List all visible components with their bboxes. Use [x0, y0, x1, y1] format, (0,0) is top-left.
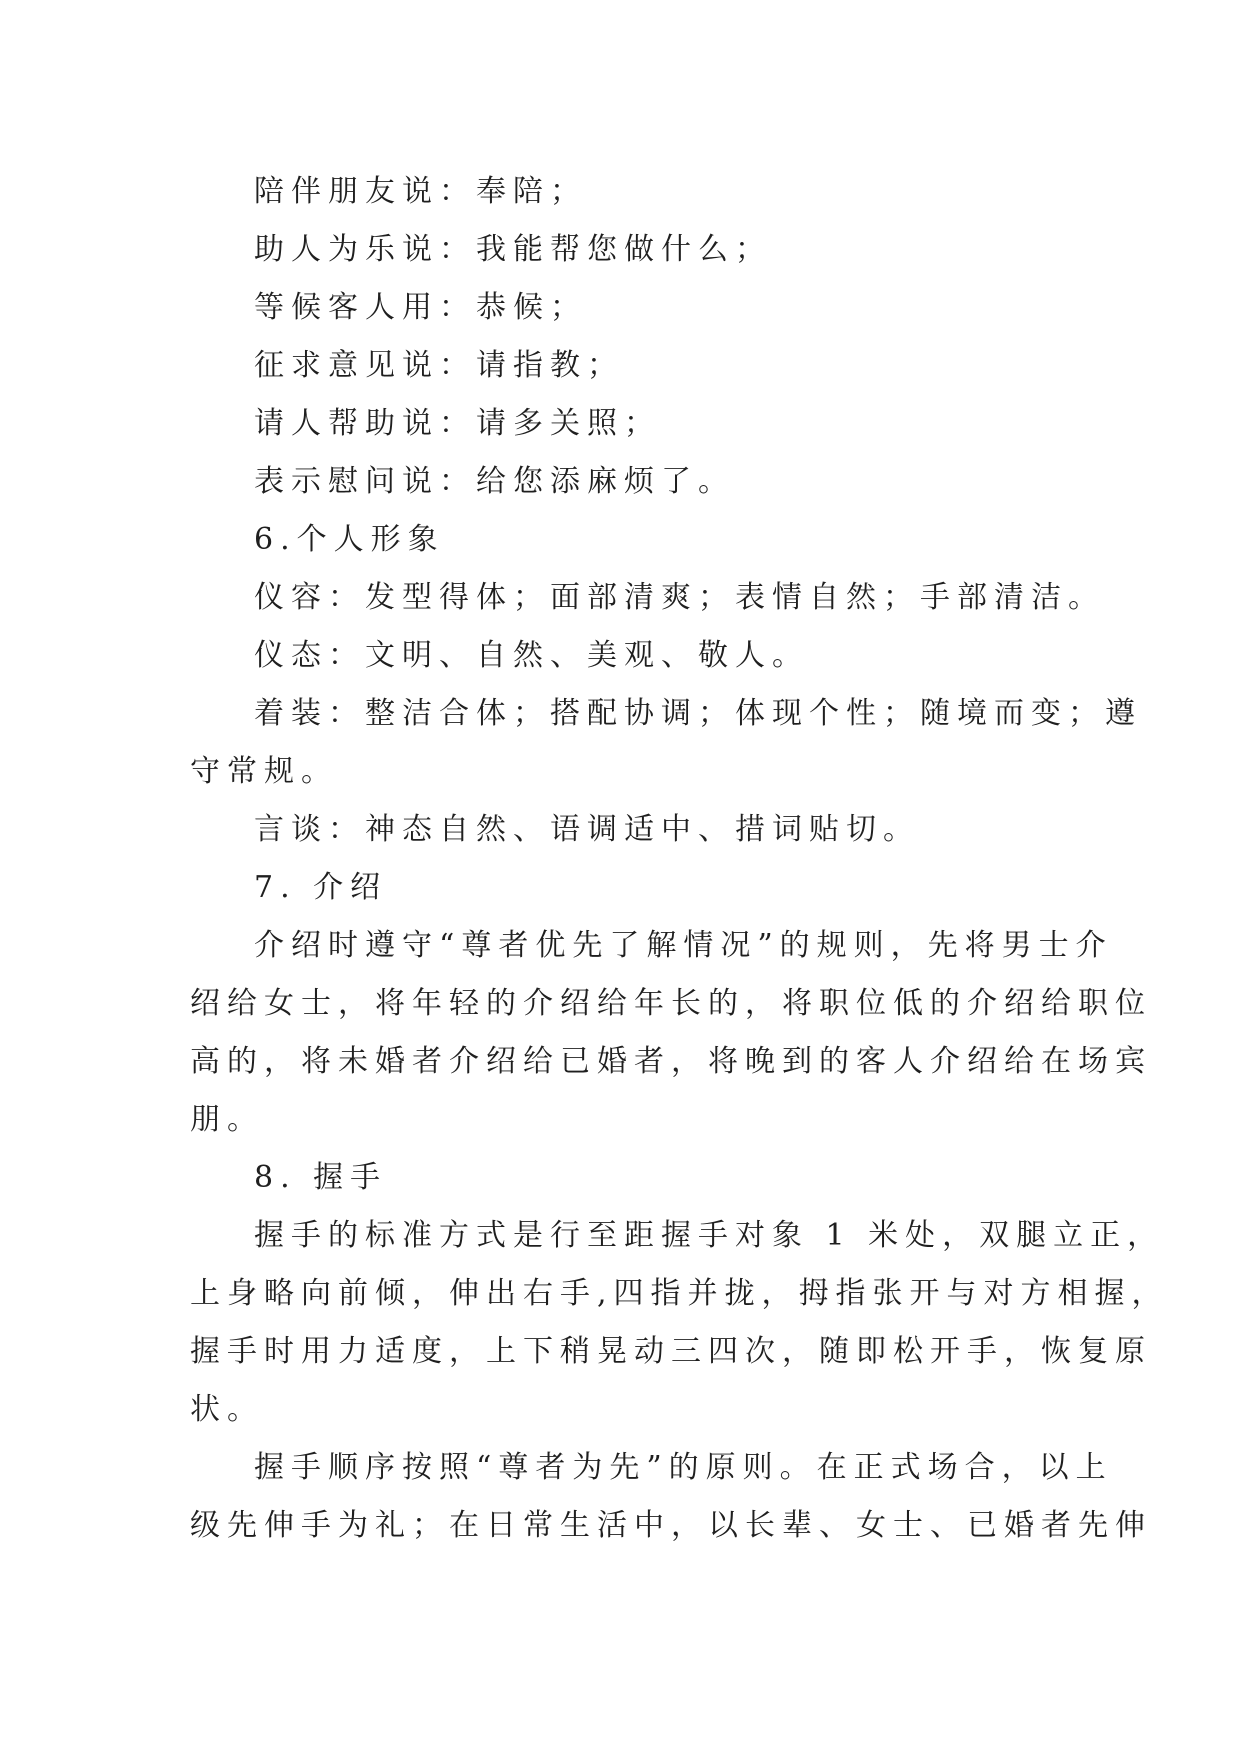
text-line: 握手顺序按照“尊者为先”的原则。在正式场合，以上: [254, 1450, 1113, 1485]
section-heading: 7. 介绍: [254, 870, 388, 905]
text-line: 等候客人用：恭候；: [254, 290, 587, 325]
text-line: 着装：整洁合体；搭配协调；体现个性；随境而变；遵: [254, 696, 1142, 731]
text-line: 助人为乐说：我能帮您做什么；: [254, 232, 772, 267]
text-line: 上身略向前倾，伸出右手,四指并拢，拇指张开与对方相握，: [190, 1276, 1169, 1311]
text-line: 朋。: [190, 1102, 264, 1137]
text-line: 言谈：神态自然、语调适中、措词贴切。: [254, 812, 920, 847]
text-line: 握手的标准方式是行至距握手对象 1 米处，双腿立正，: [254, 1218, 1165, 1253]
text-line: 级先伸手为礼；在日常生活中，以长辈、女士、已婚者先伸: [190, 1508, 1152, 1543]
text-line: 介绍时遵守“尊者优先了解情况”的规则，先将男士介: [254, 928, 1113, 963]
text-line: 守常规。: [190, 754, 338, 789]
section-heading: 8. 握手: [254, 1160, 388, 1195]
text-line: 状。: [190, 1392, 264, 1427]
document-body: [190, 163, 1169, 1555]
text-line: 仪容：发型得体；面部清爽；表情自然；手部清洁。: [254, 580, 1105, 615]
text-line: 仪态：文明、自然、美观、敬人。: [254, 638, 809, 673]
section-heading: 6.个人形象: [254, 522, 445, 557]
text-line: 陪伴朋友说：奉陪；: [254, 174, 587, 209]
text-line: 征求意见说：请指教；: [254, 348, 624, 383]
text-line: 握手时用力适度，上下稍晃动三四次，随即松开手，恢复原: [190, 1334, 1152, 1369]
text-line: 请人帮助说：请多关照；: [254, 406, 661, 441]
text-line: 绍给女士，将年轻的介绍给年长的，将职位低的介绍给职位: [190, 986, 1152, 1021]
text-line: 表示慰问说：给您添麻烦了。: [254, 464, 735, 499]
text-line: 高的，将未婚者介绍给已婚者，将晚到的客人介绍给在场宾: [190, 1044, 1152, 1079]
